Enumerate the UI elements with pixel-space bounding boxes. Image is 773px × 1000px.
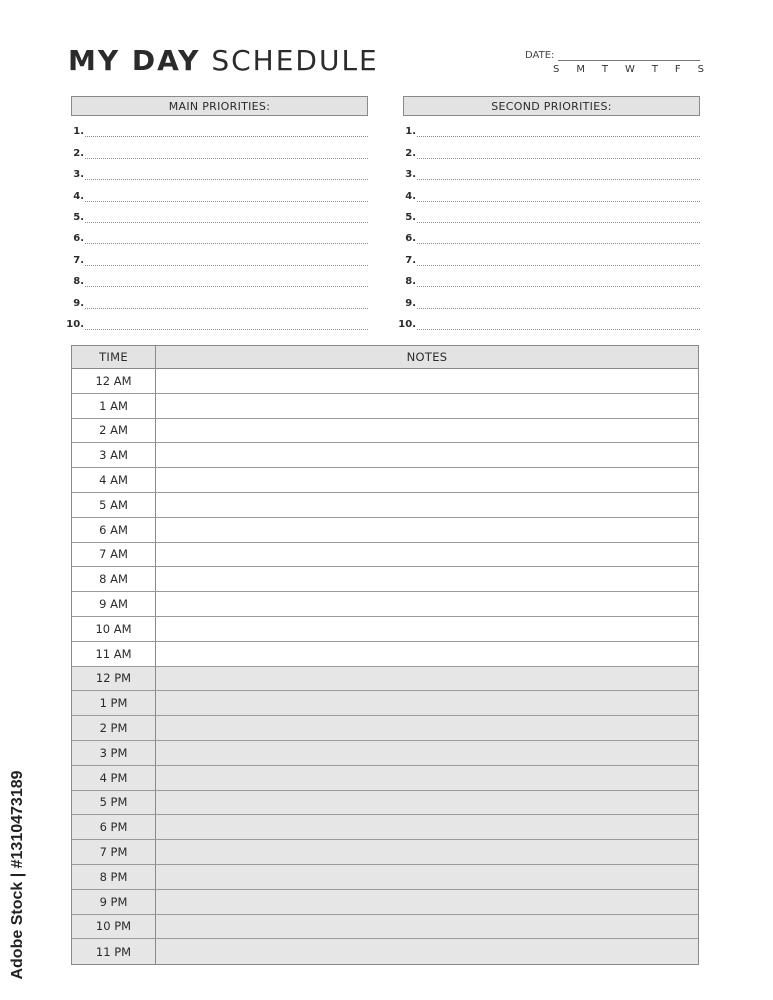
main-priority-item[interactable] (71, 268, 368, 289)
priority-entry-line[interactable] (417, 329, 700, 330)
day-friday[interactable]: F (674, 64, 681, 75)
priority-number: 8. (73, 276, 84, 288)
priority-number: 3. (73, 169, 84, 181)
time-cell: 8 PM (72, 865, 156, 889)
schedule-row (72, 667, 698, 692)
schedule-row (72, 915, 698, 940)
priority-number: 3. (405, 169, 416, 181)
watermark-text: Adobe Stock | #1310473189 (9, 770, 26, 980)
second-priority-item[interactable] (403, 289, 700, 310)
schedule-row (72, 617, 698, 642)
notes-cell[interactable] (156, 592, 698, 616)
main-priority-item[interactable] (71, 161, 368, 182)
notes-cell[interactable] (156, 419, 698, 443)
notes-cell[interactable] (156, 493, 698, 517)
day-wednesday[interactable]: W (624, 64, 635, 75)
date-field[interactable] (558, 60, 700, 61)
main-priority-item[interactable] (71, 225, 368, 246)
title-light: SCHEDULE (211, 44, 379, 77)
priority-entry-line[interactable] (85, 179, 368, 180)
priority-entry-line[interactable] (85, 265, 368, 266)
priority-number: 1. (73, 126, 84, 138)
notes-cell[interactable] (156, 741, 698, 765)
schedule-row (72, 865, 698, 890)
priority-number: 4. (73, 190, 84, 202)
priority-number: 9. (405, 297, 416, 309)
notes-cell[interactable] (156, 716, 698, 740)
time-cell: 2 AM (72, 419, 156, 443)
priority-entry-line[interactable] (85, 243, 368, 244)
notes-cell[interactable] (156, 518, 698, 542)
notes-cell[interactable] (156, 939, 698, 964)
notes-cell[interactable] (156, 642, 698, 666)
priority-entry-line[interactable] (85, 308, 368, 309)
main-priority-item[interactable] (66, 311, 368, 332)
schedule-row (72, 815, 698, 840)
stock-watermark (8, 760, 28, 990)
schedule-row (72, 493, 698, 518)
priority-entry-line[interactable] (85, 286, 368, 287)
time-cell: 9 AM (72, 592, 156, 616)
main-priority-item[interactable] (71, 289, 368, 310)
priority-entry-line[interactable] (417, 243, 700, 244)
second-priority-item[interactable] (403, 204, 700, 225)
second-priorities-section (398, 96, 700, 332)
priority-entry-line[interactable] (417, 265, 700, 266)
notes-cell[interactable] (156, 617, 698, 641)
time-cell: 4 AM (72, 468, 156, 492)
day-thursday[interactable]: T (651, 64, 658, 75)
priority-number: 2. (405, 147, 416, 159)
second-priority-item[interactable] (403, 268, 700, 289)
priority-number: 5. (73, 211, 84, 223)
main-priority-item[interactable] (71, 139, 368, 160)
schedule-row (72, 766, 698, 791)
second-priority-item[interactable] (403, 225, 700, 246)
priority-entry-line[interactable] (417, 286, 700, 287)
time-cell: 6 PM (72, 815, 156, 839)
schedule-row (72, 890, 698, 915)
priority-entry-line[interactable] (417, 201, 700, 202)
time-cell: 12 PM (72, 667, 156, 691)
priority-entry-line[interactable] (85, 201, 368, 202)
time-cell: 3 AM (72, 443, 156, 467)
notes-cell[interactable] (156, 915, 698, 939)
second-priority-item[interactable] (398, 311, 700, 332)
time-cell: 6 AM (72, 518, 156, 542)
priority-number: 7. (73, 254, 84, 266)
weekday-selector (553, 64, 704, 75)
main-priority-item[interactable] (71, 204, 368, 225)
priority-entry-line[interactable] (85, 158, 368, 159)
time-cell: 1 AM (72, 394, 156, 418)
schedule-row (72, 691, 698, 716)
schedule-row (72, 741, 698, 766)
notes-cell[interactable] (156, 766, 698, 790)
main-priorities-list (66, 118, 368, 332)
time-cell: 5 PM (72, 791, 156, 815)
main-priority-item[interactable] (71, 246, 368, 267)
notes-cell[interactable] (156, 667, 698, 691)
priority-number: 2. (73, 147, 84, 159)
schedule-row (72, 791, 698, 816)
schedule-row (72, 369, 698, 394)
notes-cell[interactable] (156, 468, 698, 492)
time-cell: 1 PM (72, 691, 156, 715)
second-priority-item[interactable] (403, 139, 700, 160)
day-sunday[interactable]: S (553, 64, 560, 75)
title-bold: MY DAY (68, 44, 201, 77)
priority-number: 9. (73, 297, 84, 309)
time-column-header: TIME (72, 346, 156, 368)
priority-number: 6. (405, 233, 416, 245)
notes-cell[interactable] (156, 369, 698, 393)
second-priority-item[interactable] (403, 182, 700, 203)
schedule-row (72, 592, 698, 617)
priority-entry-line[interactable] (417, 136, 700, 137)
priority-entry-line[interactable] (417, 222, 700, 223)
time-cell: 5 AM (72, 493, 156, 517)
notes-cell[interactable] (156, 443, 698, 467)
schedule-header-row (72, 346, 698, 369)
time-cell: 11 AM (72, 642, 156, 666)
main-priorities-section (66, 96, 368, 332)
priority-number: 4. (405, 190, 416, 202)
notes-cell[interactable] (156, 865, 698, 889)
day-saturday[interactable]: S (697, 64, 704, 75)
notes-cell[interactable] (156, 691, 698, 715)
schedule-row (72, 419, 698, 444)
main-priority-item[interactable] (71, 118, 368, 139)
schedule-row (72, 840, 698, 865)
notes-cell[interactable] (156, 394, 698, 418)
schedule-table (71, 345, 699, 965)
time-cell: 7 PM (72, 840, 156, 864)
day-tuesday[interactable]: T (601, 64, 609, 75)
time-cell: 11 PM (72, 939, 156, 964)
priority-number: 10. (398, 318, 416, 330)
time-cell: 4 PM (72, 766, 156, 790)
notes-cell[interactable] (156, 567, 698, 591)
priority-number: 7. (405, 254, 416, 266)
priority-entry-line[interactable] (85, 222, 368, 223)
priority-entry-line[interactable] (85, 136, 368, 137)
priority-number: 5. (405, 211, 416, 223)
notes-cell[interactable] (156, 543, 698, 567)
time-cell: 12 AM (72, 369, 156, 393)
time-cell: 10 PM (72, 915, 156, 939)
priority-entry-line[interactable] (417, 308, 700, 309)
second-priority-item[interactable] (403, 246, 700, 267)
priority-entry-line[interactable] (417, 158, 700, 159)
schedule-row (72, 543, 698, 568)
time-cell: 3 PM (72, 741, 156, 765)
priority-number: 1. (405, 126, 416, 138)
schedule-row (72, 443, 698, 468)
priority-entry-line[interactable] (417, 179, 700, 180)
priority-number: 10. (66, 318, 84, 330)
priority-entry-line[interactable] (85, 329, 368, 330)
notes-cell[interactable] (156, 840, 698, 864)
day-monday[interactable]: M (576, 64, 585, 75)
schedule-row (72, 518, 698, 543)
notes-column-header: NOTES (406, 350, 448, 364)
time-cell: 7 AM (72, 543, 156, 567)
second-priorities-list (398, 118, 700, 332)
time-cell: 9 PM (72, 890, 156, 914)
time-cell: 8 AM (72, 567, 156, 591)
time-cell: 10 AM (72, 617, 156, 641)
schedule-row (72, 394, 698, 419)
second-priorities-header: SECOND PRIORITIES: (403, 96, 700, 116)
priority-number: 6. (73, 233, 84, 245)
priority-number: 8. (405, 276, 416, 288)
schedule-row (72, 468, 698, 493)
main-priority-item[interactable] (71, 182, 368, 203)
schedule-row (72, 567, 698, 592)
page-title (68, 44, 379, 77)
time-cell: 2 PM (72, 716, 156, 740)
second-priority-item[interactable] (403, 161, 700, 182)
notes-cell[interactable] (156, 791, 698, 815)
schedule-row (72, 939, 698, 964)
date-label: DATE: (525, 50, 555, 61)
notes-cell[interactable] (156, 815, 698, 839)
second-priority-item[interactable] (403, 118, 700, 139)
schedule-row (72, 642, 698, 667)
notes-cell[interactable] (156, 890, 698, 914)
main-priorities-header: MAIN PRIORITIES: (71, 96, 368, 116)
schedule-row (72, 716, 698, 741)
